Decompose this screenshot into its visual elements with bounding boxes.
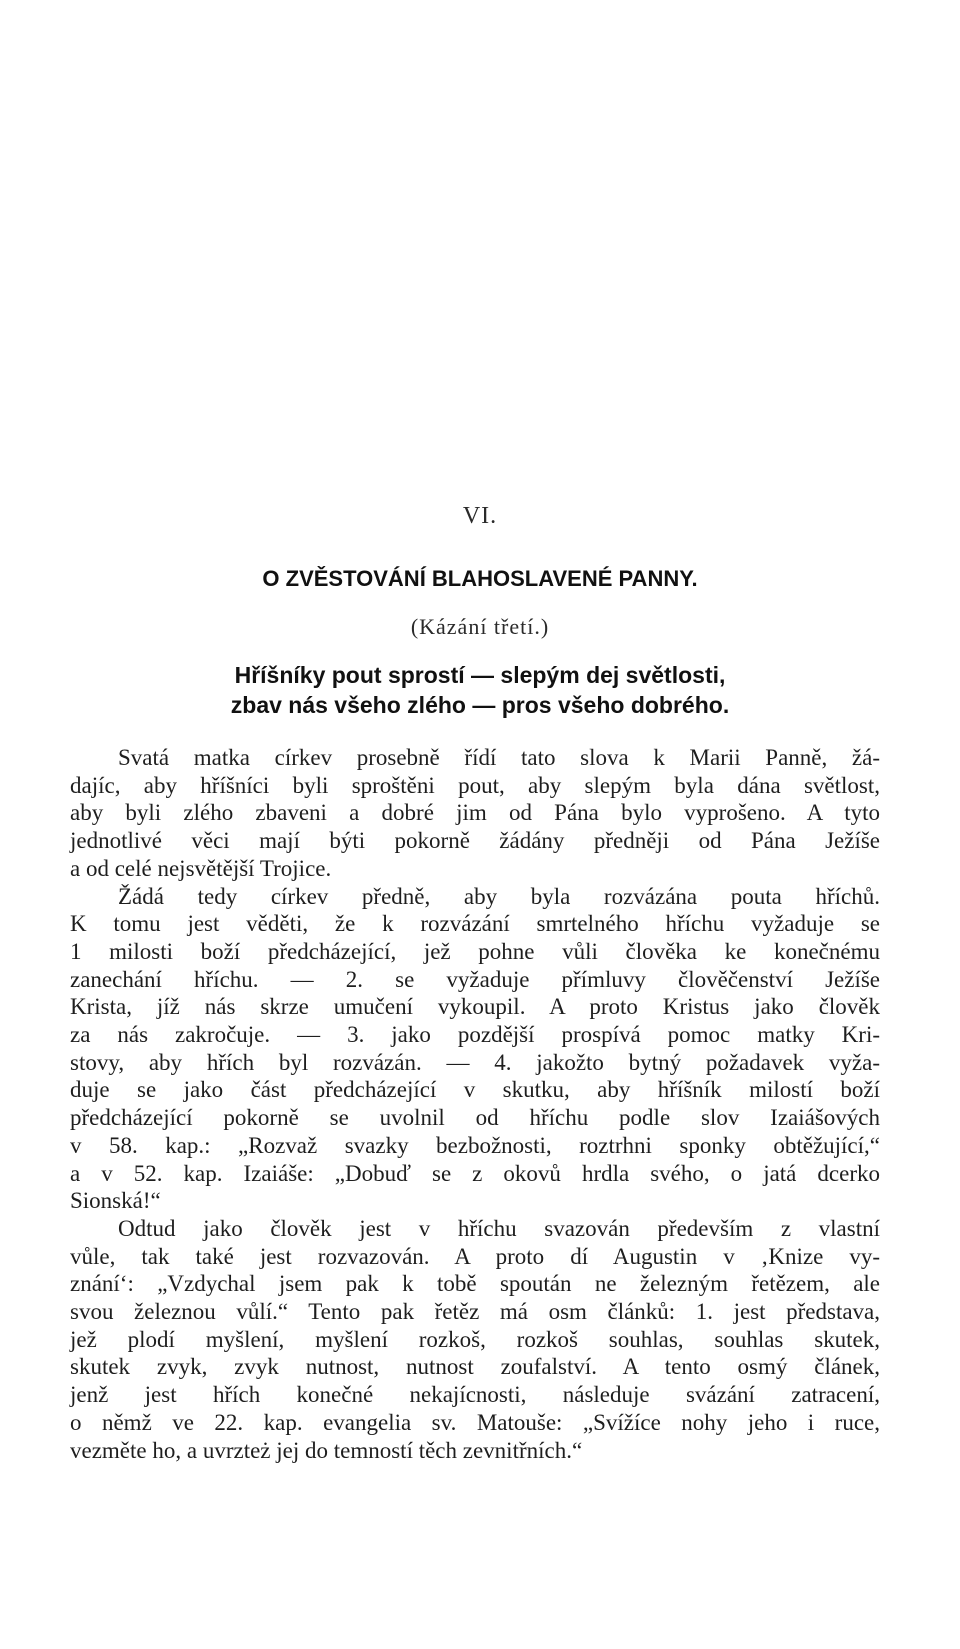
text-line: jež plodí myšlení, myšlení rozkoš, rozkoš souhlas, souhlas skutek, [70,1326,880,1352]
text-line: zanechání hříchu. — 2. se vyžaduje přímluvy člověčenství Ježíše [70,966,880,992]
text-line: dajíc, aby hříšníci byli sproštěni pout, aby slepým byla dána světlost, [70,772,880,798]
text-line: a v 52. kap. Izaiáše: „Dobuď se z okovů hrdla svého, o jatá dcerko [70,1160,880,1186]
text-line: svou železnou vůlí.“ Tento pak řetěz má osm článků: 1. jest představa, [70,1299,880,1325]
text-line: 1 milosti boží předcházející, jež pohne vůli člověka ke konečnému [70,938,880,964]
text-line: Žádá tedy církev předně, aby byla rozvázána pouta hříchů. [118,883,880,909]
text-line: jednotlivé věci mají býti pokorně žádány předněji od Pána Ježíše [70,828,880,854]
text-line: v 58. kap.: „Rozvaž svazky bezbožnosti, roztrhni sponky obtěžující,“ [70,1132,880,1158]
motto [0,660,960,720]
text-line: Sionská!“ [70,1188,161,1214]
text-line: jenž jest hřích konečné nekajícnosti, následuje svázání zatracení, [70,1382,880,1408]
text-line: znání‘: „Vzdychal jsem pak k tobě spoután ne železným řetězem, ale [70,1271,880,1297]
text-line: Odtud jako člověk jest v hříchu svazován především z vlastní [118,1215,880,1241]
text-line: předcházející pokorně se uvolnil od hříchu podle slov Izaiášových [70,1105,880,1131]
text-line: duje se jako část předcházející v skutku, aby hříšník milostí boží [70,1077,880,1103]
text-line: vůle, tak také jest rozvazován. A proto dí Augustin v ‚Knize vy- [70,1243,880,1269]
text-line: Krista, jíž nás skrze umučení vykoupil. A proto Kristus jako člověk [70,994,880,1020]
text-line: stovy, aby hřích byl rozvázán. — 4. jakožto bytný požadavek vyža- [70,1049,880,1075]
text-line: o němž ve 22. kap. evangelia sv. Matouše: „Svížíce nohy jeho i ruce, [70,1409,880,1435]
text-line: Svatá matka církev prosebně řídí tato slova k Marii Panně, žá- [118,745,880,770]
text-line: a od celé nejsvětější Trojice. [70,855,332,881]
text-line: skutek zvyk, zvyk nutnost, nutnost zoufalství. A tento osmý článek, [70,1354,880,1380]
chapter-number: VI. [462,503,498,529]
chapter-subtitle: (Kázání třetí.) [410,614,550,639]
motto-line: Hříšníky pout sprostí — slepým dej světlosti, [234,662,726,688]
text-line: vezměte ho, a uvrzteż jej do temností těch zevnitřních.“ [70,1437,583,1463]
text-line: za nás zakročuje. — 3. jako pozdější prospívá pomoc matky Kri- [70,1022,880,1048]
body-text [70,744,880,1464]
text-line: K tomu jest věděti, že k rozvázání smrtelného hříchu vyžaduje se [70,911,880,937]
chapter-title: O ZVĚSTOVÁNÍ BLAHOSLAVENÉ PANNY. [262,566,698,591]
text-line: aby byli zlého zbaveni a dobré jim od Pána bylo vyprošeno. A tyto [70,800,880,826]
motto-line: zbav nás všeho zlého — pros všeho dobrého. [230,692,730,718]
